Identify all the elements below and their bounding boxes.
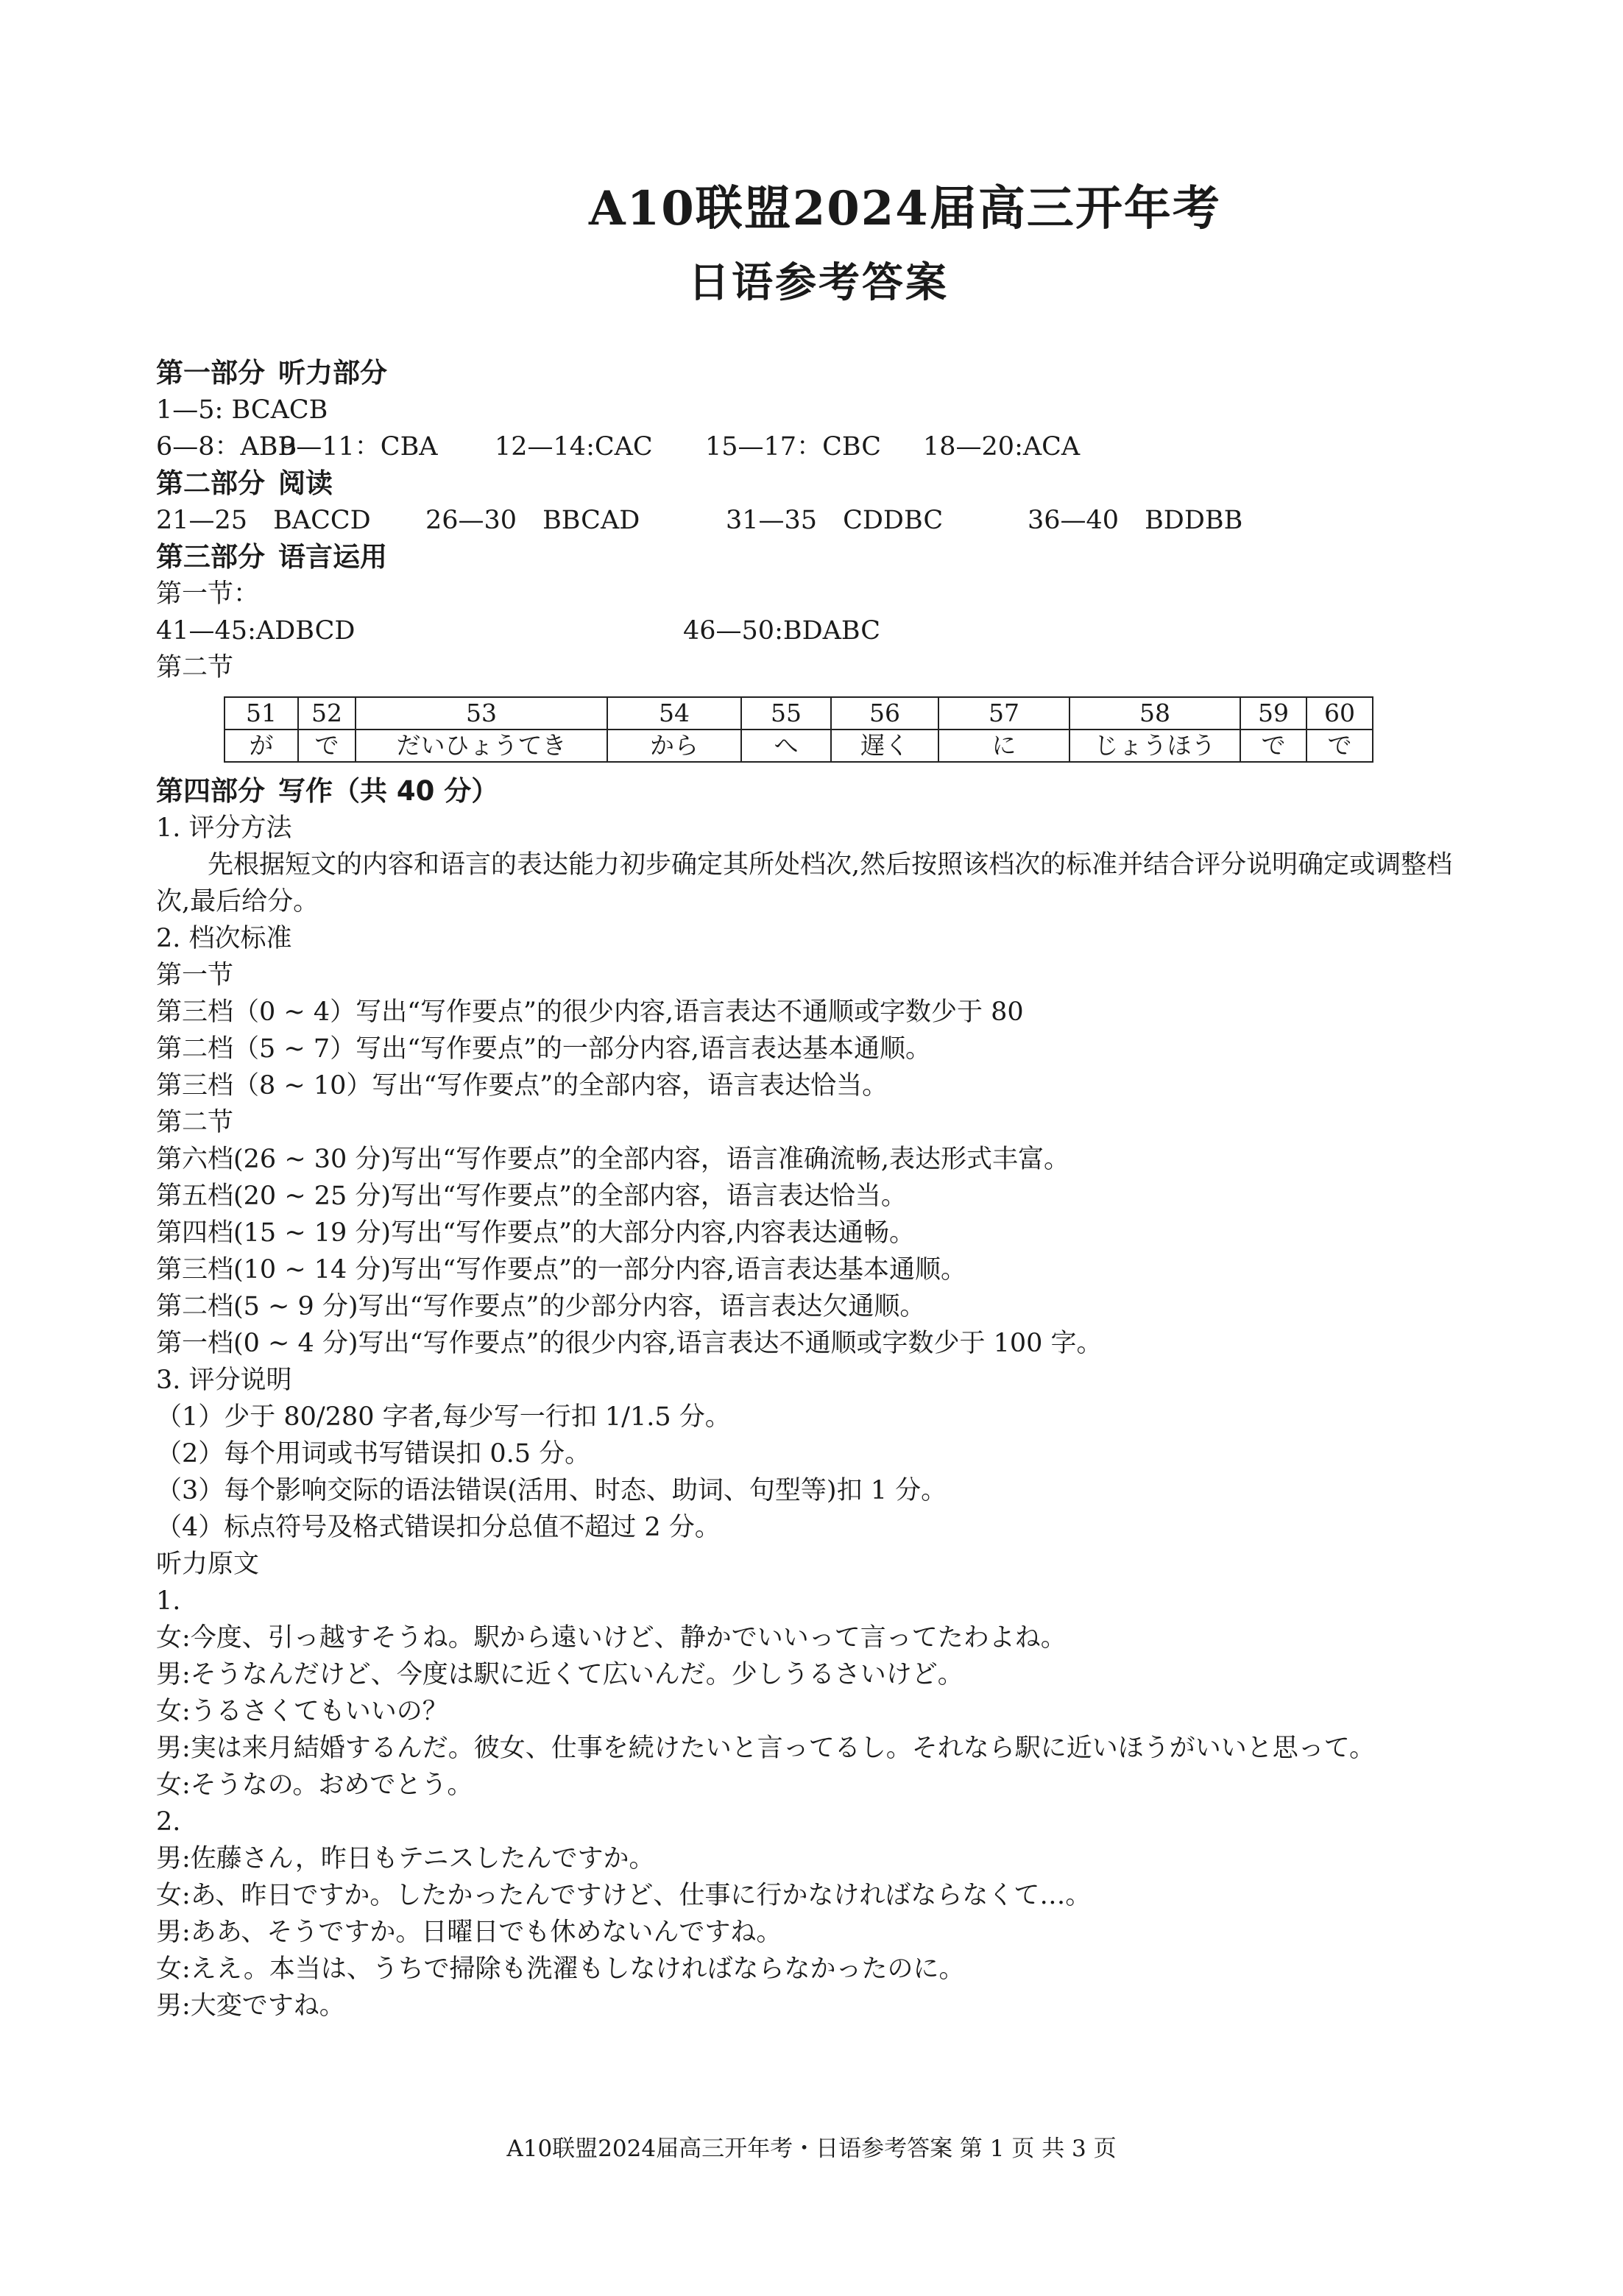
answer-group-18-20: 18—20:ACA (923, 432, 1081, 462)
table-cell: 54 (607, 697, 741, 730)
grade-line: 第二档(5 ~ 9 分)写出“写作要点”的少部分内容，语言表达欠通顺。 (156, 1292, 926, 1321)
dialogue-2-number: 2. (156, 1807, 181, 1837)
part4-heading (156, 773, 1481, 810)
answer-group-9-11: 9—11：CBA (280, 432, 438, 462)
table-cell: 56 (831, 697, 938, 730)
answer-group-6-8: 6—8：ABB (156, 432, 297, 462)
part1-heading-label: 第一部分 (156, 357, 265, 389)
part3-section1-answers (156, 612, 1481, 649)
dialogue-line: 女:うるさくてもいいの？ (156, 1697, 448, 1726)
part1-heading (156, 355, 1481, 392)
table-cell: 59 (1240, 697, 1306, 730)
part2-heading-title: 阅读 (278, 467, 333, 499)
scoring-method-title: 1. 评分方法 (156, 813, 292, 843)
grade-line: 第五档(20 ~ 25 分)写出“写作要点”的全部内容，语言表达恰当。 (156, 1181, 907, 1211)
table-cell: 57 (938, 697, 1069, 730)
part3-heading-title: 语言运用 (278, 541, 387, 573)
part1-answers-6-20 (156, 428, 1481, 465)
table-cell: へ (741, 730, 831, 762)
page-subtitle: 日语参考答案 (688, 258, 949, 307)
scoring-notes-title: 3. 评分说明 (156, 1366, 292, 1395)
dialogue-line: 女:あ、昨日ですか。したかったんですけど、仕事に行かなければならなくて…。 (156, 1881, 1092, 1910)
scoring-note: （4）标点符号及格式错误扣分总值不超过 2 分。 (156, 1513, 721, 1542)
part2-heading-label: 第二部分 (156, 467, 265, 499)
scoring-note: （2）每个用词或书写错误扣 0.5 分。 (156, 1439, 591, 1469)
table-cell: で (1240, 730, 1306, 762)
dialogue-line: 男:そうなんだけど、今度は駅に近くて広いんだ。少しうるさいけど。 (156, 1660, 963, 1689)
dialogue-1-number: 1. (156, 1586, 181, 1616)
page-title: A10联盟2024届高三开年考 (589, 181, 1221, 236)
dialogue-line: 女:ええ。本当は、うちで掃除も洗濯もしなければならなかったのに。 (156, 1954, 965, 1984)
page-footer: A10联盟2024届高三开年考・日语参考答案 第 1 页 共 3 页 (506, 2136, 1117, 2162)
table-cell: 60 (1306, 697, 1373, 730)
document-body (156, 355, 1481, 2024)
grade-line: 第三档（8 ~ 10）写出“写作要点”的全部内容，语言表达恰当。 (156, 1071, 888, 1101)
table-cell: 58 (1069, 697, 1240, 730)
table-cell: で (1306, 730, 1373, 762)
answer-group-21-25: 21—25 BACCD (156, 506, 371, 535)
scoring-note: （1）少于 80/280 字者,每少写一行扣 1/1.5 分。 (156, 1402, 731, 1432)
answer-group-36-40: 36—40 BDDBB (1028, 506, 1243, 535)
scoring-method-text: 先根据短文的内容和语言的表达能力初步确定其所处档次,然后按照该档次的标准并结合评分说明确定或调整档次,最后给分。 (156, 850, 1453, 916)
scoring-note: （3）每个影响交际的语法错误(活用、时态、助词、句型等)扣 1 分。 (156, 1476, 947, 1505)
table-cell: 遅く (831, 730, 938, 762)
dialogue-line: 男:ああ、そうですか。日曜日でも休めないんですね。 (156, 1918, 782, 1947)
grade-line: 第三档(10 ~ 14 分)写出“写作要点”的一部分内容,语言表达基本通顺。 (156, 1255, 966, 1285)
part1-answers-1-5: 1—5: BCACB (156, 395, 328, 425)
answer-group-15-17: 15—17：CBC (705, 432, 882, 462)
grade-section1-label: 第一节 (156, 961, 234, 990)
dialogue-line: 男:実は来月結婚するんだ。彼女、仕事を続けたいと言ってるし。それなら駅に近いほうがいいと思って。 (156, 1734, 1376, 1763)
table-cell: 52 (298, 697, 356, 730)
part3-section1-label: 第一节： (156, 579, 260, 609)
table-cell: じょうほう (1069, 730, 1240, 762)
table-cell: から (607, 730, 741, 762)
part2-heading (156, 465, 1481, 502)
answer-group-12-14: 12—14:CAC (495, 432, 653, 462)
dialogue-line: 男:佐藤さん，昨日もテニスしたんですか。 (156, 1844, 655, 1873)
table-cell: 55 (741, 697, 831, 730)
section2-answer-table (224, 696, 1373, 763)
answer-group-26-30: 26—30 BBCAD (425, 506, 640, 535)
grade-line: 第六档(26 ~ 30 分)写出“写作要点”的全部内容，语言准确流畅,表达形式丰富。 (156, 1145, 1069, 1174)
grade-line: 第三档（0 ~ 4）写出“写作要点”的很少内容,语言表达不通顺或字数少于 80 (156, 997, 1024, 1027)
answer-group-41-45: 41—45:ADBCD (156, 616, 356, 646)
table-cell: に (938, 730, 1069, 762)
table-row-numbers (224, 697, 1373, 730)
grade-line: 第二档（5 ~ 7）写出“写作要点”的一部分内容,语言表达基本通顺。 (156, 1034, 932, 1064)
grade-section2-label: 第二节 (156, 1108, 234, 1137)
dialogue-line: 女:そうなの。おめでとう。 (156, 1770, 473, 1800)
grade-line: 第四档(15 ~ 19 分)写出“写作要点”的大部分内容,内容表达通畅。 (156, 1218, 915, 1248)
table-cell: で (298, 730, 356, 762)
part2-answers (156, 502, 1481, 539)
table-cell: 51 (224, 697, 298, 730)
answer-group-46-50: 46—50:BDABC (683, 616, 881, 646)
part1-heading-title: 听力部分 (278, 357, 387, 389)
listening-transcript-title: 听力原文 (156, 1550, 260, 1579)
part4-heading-label: 第四部分 (156, 775, 265, 807)
table-cell: が (224, 730, 298, 762)
table-cell: だいひょうてき (356, 730, 607, 762)
part3-heading-label: 第三部分 (156, 541, 265, 573)
grade-line: 第一档(0 ~ 4 分)写出“写作要点”的很少内容,语言表达不通顺或字数少于 100 字。 (156, 1329, 1103, 1358)
grade-standard-title: 2. 档次标准 (156, 924, 292, 953)
answer-group-31-35: 31—35 CDDBC (726, 506, 944, 535)
table-row-answers (224, 730, 1373, 762)
table-cell: 53 (356, 697, 607, 730)
dialogue-line: 女:今度、引っ越すそうね。駅から遠いけど、静かでいいって言ってたわよね。 (156, 1623, 1067, 1653)
part3-section2-label: 第二节 (156, 653, 234, 682)
part3-heading (156, 539, 1481, 576)
part4-heading-title: 写作（共 40 分） (278, 775, 499, 807)
dialogue-line: 男:大変ですね。 (156, 1991, 345, 2021)
